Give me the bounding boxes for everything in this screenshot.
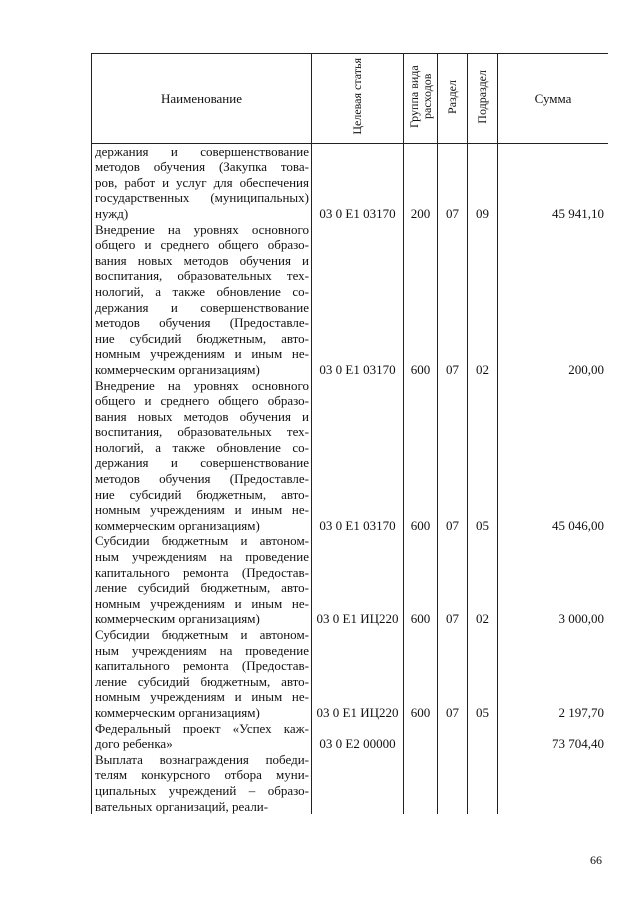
name-line: вательных организаций, реали- <box>95 798 269 814</box>
name-line: держания и совершенствование <box>95 143 309 159</box>
row-name <box>92 627 312 721</box>
name-line: Выплата вознаграждения победи- <box>95 751 309 767</box>
header-expense-group: Группа вида расходов <box>404 54 438 144</box>
name-line: коммерческим организациям) <box>95 517 260 533</box>
name-line: ципальных учреждений – образо- <box>95 782 309 798</box>
name-line: Субсидии бюджетным и автоном- <box>95 627 309 642</box>
name-line: общего и среднего общего образо- <box>95 237 309 253</box>
row-expense-group: 600 <box>404 627 438 721</box>
row-section: 07 <box>438 378 468 534</box>
name-line: нологий, а также обновление со- <box>95 283 309 299</box>
table-row <box>92 378 609 534</box>
name-line: Субсидии бюджетным и автоном- <box>95 533 309 549</box>
name-line: вания новых методов обучения и <box>95 408 309 424</box>
header-section: Раздел <box>438 54 468 144</box>
row-expense-group <box>404 721 438 752</box>
name-line: телям конкурсного отбора муни- <box>95 767 309 783</box>
row-target: 03 0 E1 03170 <box>312 143 404 221</box>
name-line: ным учреждениям на проведение <box>95 642 309 658</box>
table-row <box>92 627 609 721</box>
page-number: 66 <box>590 853 602 867</box>
row-subsection: 05 <box>468 378 498 534</box>
row-target: 03 0 E1 ИЦ220 <box>312 533 404 627</box>
row-expense-group <box>404 752 438 814</box>
row-subsection: 05 <box>468 627 498 721</box>
row-target: 03 0 E1 03170 <box>312 222 404 378</box>
header-subsection: Подраздел <box>468 54 498 144</box>
name-line: ние субсидий бюджетным, авто- <box>95 486 309 502</box>
budget-table <box>91 53 608 814</box>
name-line: нологий, а также обновление со- <box>95 439 309 455</box>
name-line: капитального ремонта (Предостав- <box>95 658 309 674</box>
name-line: номным учреждениям и иным не- <box>95 346 309 362</box>
name-line: держания и совершенствование <box>95 455 309 471</box>
row-subsection: 02 <box>468 222 498 378</box>
name-line: методов обучения (Предоставле- <box>95 315 309 331</box>
row-section: 07 <box>438 627 468 721</box>
name-line: дого ребенка» <box>95 736 173 752</box>
name-line: ров, работ и услуг для обеспечения <box>95 174 309 190</box>
row-expense-group: 200 <box>404 143 438 221</box>
name-line: воспитания, образовательных тех- <box>95 268 309 284</box>
row-subsection <box>468 752 498 814</box>
row-sum: 200,00 <box>498 222 609 378</box>
row-target: 03 0 E2 00000 <box>312 721 404 752</box>
name-line: ным учреждениям на проведение <box>95 549 309 565</box>
row-name <box>92 143 312 221</box>
name-line: Внедрение на уровнях основного <box>95 221 309 237</box>
row-name <box>92 222 312 378</box>
name-line: капитального ремонта (Предостав- <box>95 564 309 580</box>
name-line: держания и совершенствование <box>95 299 309 315</box>
row-section: 07 <box>438 533 468 627</box>
table-row <box>92 752 609 814</box>
name-line: воспитания, образовательных тех- <box>95 424 309 440</box>
header-target: Целевая статья <box>312 54 404 144</box>
name-line: номным учреждениям и иным не- <box>95 502 309 518</box>
row-sum: 45 941,10 <box>498 143 609 221</box>
name-line: Внедрение на уровнях основного <box>95 377 309 393</box>
name-line: коммерческим организациям) <box>95 611 260 627</box>
row-subsection <box>468 721 498 752</box>
row-section <box>438 752 468 814</box>
row-sum: 45 046,00 <box>498 378 609 534</box>
row-sum: 3 000,00 <box>498 533 609 627</box>
name-line: Федеральный проект «Успех каж- <box>95 720 309 736</box>
row-section: 07 <box>438 222 468 378</box>
row-name <box>92 533 312 627</box>
name-line: методов обучения (Предоставле- <box>95 471 309 487</box>
row-target: 03 0 E1 03170 <box>312 378 404 534</box>
row-target <box>312 752 404 814</box>
name-line: ние субсидий бюджетным, авто- <box>95 330 309 346</box>
row-subsection: 09 <box>468 143 498 221</box>
name-line: методов обучения (Закупка това- <box>95 159 309 175</box>
table-row <box>92 721 609 752</box>
row-target: 03 0 E1 ИЦ220 <box>312 627 404 721</box>
name-line: номным учреждениям и иным не- <box>95 689 309 705</box>
row-section: 07 <box>438 143 468 221</box>
name-line: коммерческим организациям) <box>95 361 260 377</box>
table-row <box>92 143 609 221</box>
name-line: ление субсидий бюджетным, авто- <box>95 580 309 596</box>
row-name <box>92 721 312 752</box>
name-line: ление субсидий бюджетным, авто- <box>95 673 309 689</box>
row-subsection: 02 <box>468 533 498 627</box>
name-line: нужд) <box>95 205 129 221</box>
table-row <box>92 222 609 378</box>
row-sum: 73 704,40 <box>498 721 609 752</box>
row-name <box>92 378 312 534</box>
table-header-row <box>92 54 609 144</box>
budget-table-wrapper <box>91 53 608 833</box>
name-line: общего и среднего общего образо- <box>95 393 309 409</box>
header-sum: Сумма <box>498 54 609 144</box>
row-expense-group: 600 <box>404 533 438 627</box>
name-line: номным учреждениям и иным не- <box>95 595 309 611</box>
table-row <box>92 533 609 627</box>
name-line: государственных (муниципальных) <box>95 190 309 206</box>
row-section <box>438 721 468 752</box>
name-line: коммерческим организациям) <box>95 704 260 720</box>
header-name: Наименование <box>92 54 312 144</box>
name-line: вания новых методов обучения и <box>95 252 309 268</box>
row-expense-group: 600 <box>404 378 438 534</box>
row-name <box>92 752 312 814</box>
row-expense-group: 600 <box>404 222 438 378</box>
row-sum <box>498 752 609 814</box>
row-sum: 2 197,70 <box>498 627 609 721</box>
